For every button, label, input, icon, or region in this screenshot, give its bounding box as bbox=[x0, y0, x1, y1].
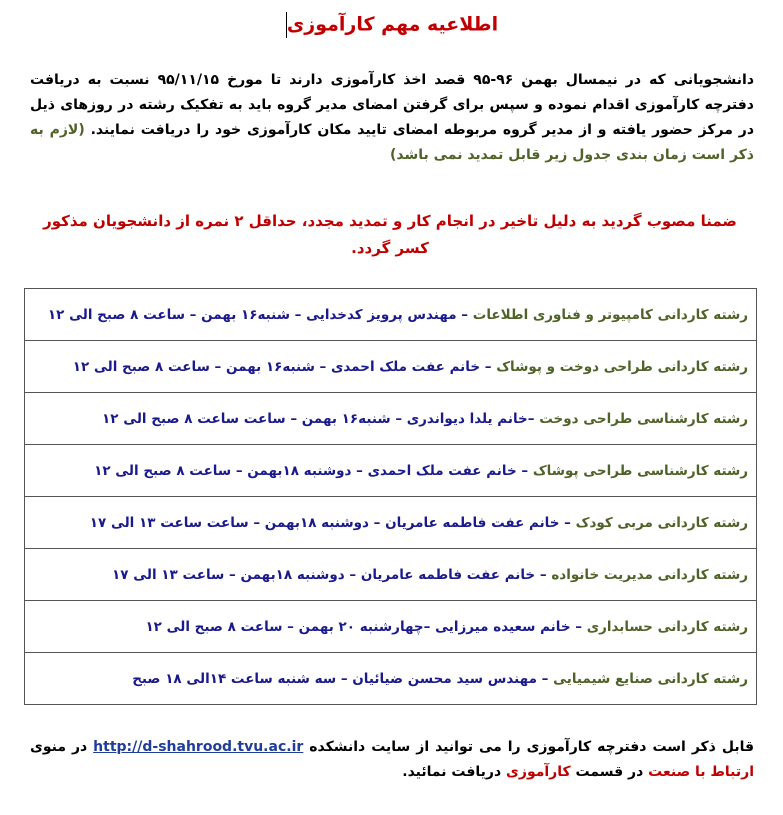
footer-text-2: در منوی bbox=[30, 739, 88, 755]
schedule-time: –چهارشنبه ۲۰ بهمن – ساعت ۸ صبح الی ۱۲ bbox=[145, 618, 431, 635]
schedule-field: رشته کاردانی طراحی دوخت و پوشاک bbox=[496, 358, 748, 375]
schedule-row bbox=[25, 393, 757, 445]
schedule-cell bbox=[25, 341, 757, 393]
menu-name: ارتباط با صنعت bbox=[648, 764, 754, 780]
schedule-person: –خانم یلدا دیواندری bbox=[406, 410, 535, 427]
schedule-field: رشته کارشناسی طراحی پوشاک bbox=[532, 462, 748, 479]
schedule-cell bbox=[25, 289, 757, 341]
schedule-row bbox=[25, 497, 757, 549]
schedule-person: – خانم عفت فاطمه عامریان bbox=[385, 514, 571, 531]
schedule-row bbox=[25, 341, 757, 393]
intro-note: (لازم به ذکر است زمان بندی جدول زیر قابل تمدید نمی باشد) bbox=[30, 122, 754, 163]
faculty-website-link[interactable]: http://d-shahrood.tvu.ac.ir bbox=[93, 739, 304, 755]
page-title bbox=[0, 12, 783, 38]
schedule-time: – شنبه۱۶ بهمن – ساعت ۸ صبح الی ۱۲ bbox=[72, 358, 327, 375]
schedule-field: رشته کاردانی مدیریت خانواده bbox=[551, 566, 748, 583]
schedule-field: رشته کاردانی صنایع شیمیایی bbox=[553, 670, 748, 687]
schedule-cell bbox=[25, 653, 757, 705]
penalty-notice: ضمنا مصوب گردید به دلیل تاخیر در انجام کار و تمدید مجدد، حداقل ۲ نمره از دانشجویان مذکور کسر گردد. bbox=[43, 212, 737, 257]
schedule-person: – خانم عفت ملک احمدی bbox=[331, 358, 492, 375]
schedule-field: رشته کاردانی حسابداری bbox=[586, 618, 748, 635]
schedule-row bbox=[25, 653, 757, 705]
schedule-time: – دوشنبه ۱۸بهمن – ساعت ۸ صبح الی ۱۲ bbox=[94, 462, 363, 479]
schedule-row bbox=[25, 549, 757, 601]
schedule-person: – خانم سعیده میرزایی bbox=[435, 618, 582, 635]
schedule-person: – خانم عفت ملک احمدی bbox=[367, 462, 529, 479]
schedule-cell bbox=[25, 497, 757, 549]
schedule-person: – مهندس سید محسن ضیائیان bbox=[352, 670, 549, 687]
schedule-field: رشته کاردانی مربی کودک bbox=[575, 514, 748, 531]
schedule-row bbox=[25, 445, 757, 497]
schedule-cell bbox=[25, 393, 757, 445]
intro-paragraph bbox=[30, 68, 754, 168]
schedule-person: – خانم عفت فاطمه عامریان bbox=[360, 566, 547, 583]
schedule-time: – شنبه۱۶ بهمن – ساعت ۸ صبح الی ۱۲ bbox=[47, 306, 302, 323]
schedule-time: – سه شنبه ساعت ۱۴الی ۱۸ صبح bbox=[132, 670, 348, 687]
section-name: کارآموزی bbox=[506, 764, 571, 780]
schedule-table bbox=[24, 288, 757, 705]
footer-text-4: دریافت نمائید. bbox=[402, 764, 502, 780]
schedule-time: – شنبه۱۶ بهمن – ساعت ساعت ۸ صبح الی ۱۲ bbox=[102, 410, 403, 427]
schedule-cell bbox=[25, 601, 757, 653]
schedule-cell bbox=[25, 445, 757, 497]
schedule-row bbox=[25, 289, 757, 341]
footer-text-1: قابل ذکر است دفترچه کارآموزی را می توانید از سایت دانشکده bbox=[309, 739, 754, 755]
schedule-person: – مهندس پرویز کدخدایی bbox=[306, 306, 469, 323]
footer-paragraph bbox=[30, 735, 754, 785]
intro-text: دانشجویانی که در نیمسال بهمن ۹۶-۹۵ قصد اخذ کارآموزی دارند تا مورخ ۹۵/۱۱/۱۵ نسبت به دریافت دفترچه کارآموزی اقدام نموده و سپس برای گرفتن امضای مدیر گروه باید به تفکیک رشته در روزهای ذیل در مرکز حضور یافته و از مدیر گروه مربوطه امضای تایید مکان کارآموزی خود را دریافت نمایند. bbox=[30, 72, 755, 138]
schedule-cell bbox=[25, 549, 757, 601]
schedule-time: – دوشنبه ۱۸بهمن – ساعت ساعت ۱۳ الی ۱۷ bbox=[89, 514, 381, 531]
schedule-row bbox=[25, 601, 757, 653]
schedule-field: رشته کارشناسی طراحی دوخت bbox=[539, 410, 748, 427]
footer-text-3: در قسمت bbox=[575, 764, 644, 780]
title-text: اطلاعیه مهم کارآموزی bbox=[286, 13, 499, 36]
schedule-field: رشته کاردانی کامپیوتر و فناوری اطلاعات bbox=[472, 306, 748, 323]
schedule-time: – دوشنبه ۱۸بهمن – ساعت ۱۳ الی ۱۷ bbox=[112, 566, 357, 583]
